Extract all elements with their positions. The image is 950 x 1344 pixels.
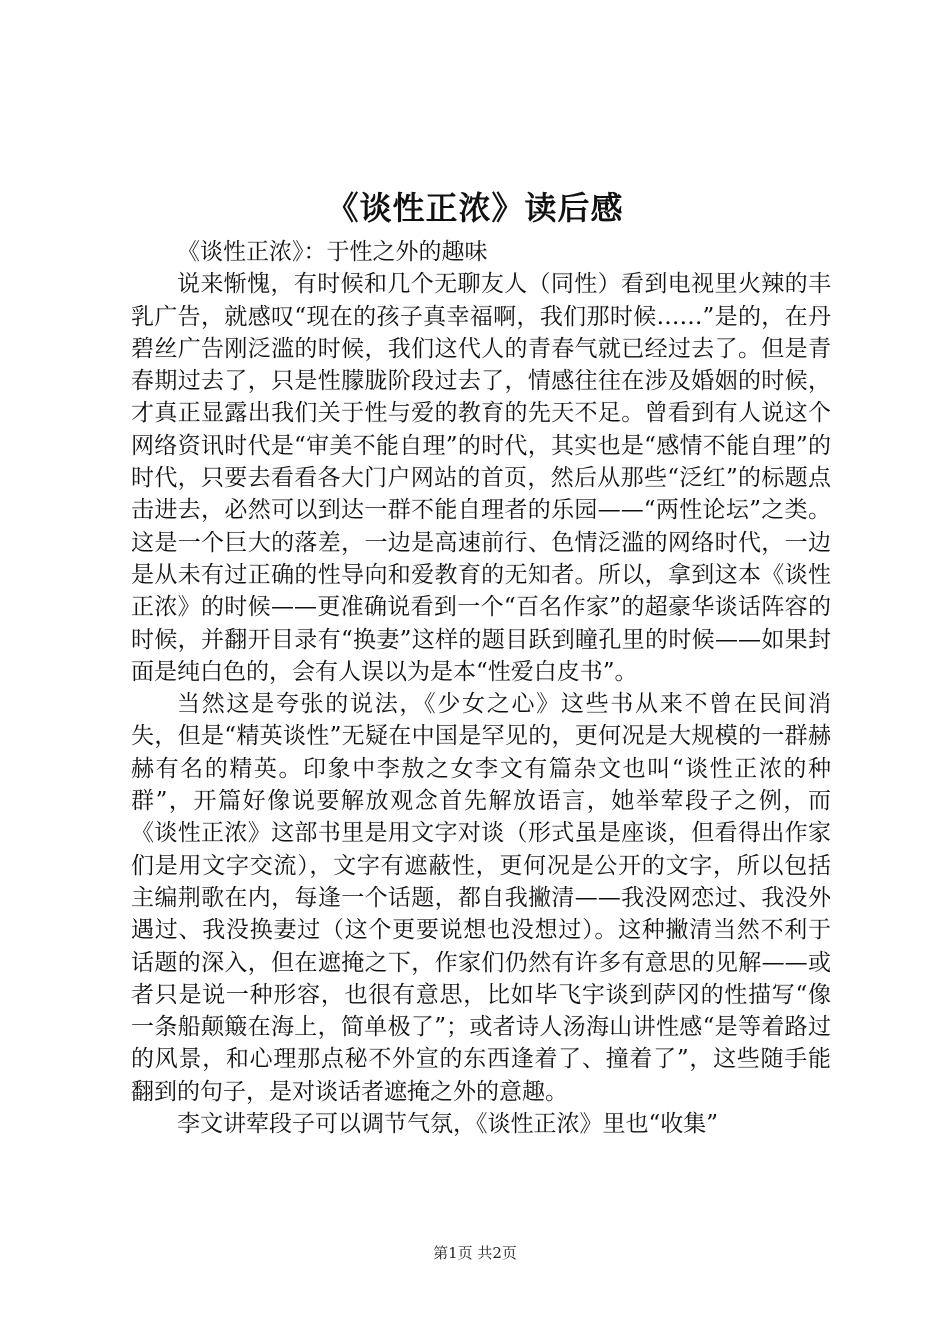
paragraph: 李文讲荤段子可以调节气氛，《谈性正浓》里也“收集”	[177, 1111, 719, 1138]
page-number-footer: 第1页 共2页	[433, 1244, 517, 1262]
document-title: 《谈性正浓》读后感	[326, 189, 624, 227]
paragraph: 当然这是夸张的说法，《少女之心》这些书从来不曾在民间消失，但是“精英谈性”无疑在中国是罕见的，更何况是大规模的一群赫赫有名的精英。印象中李敖之女李文有篇杂文也叫“谈性正浓的种群”，开篇好像说要解放观念首先解放语言，她举荤段子之例，而《谈性正浓》这部书里是用文字对谈（形式虽是座谈，但看得出作家们是用文字交流），文字有遮蔽性，更何况是公开的文字，所以包括主编荆歌在内，每逢一个话题，都自我撇清——我没网恋过、我没外遇过、我没换妻过（这个更要说想也没想过）。这种撇清当然不利于话题的深入，但在遮掩之下，作家们仍然有许多有意思的见解——或者只是说一种形容，也很有意思，比如毕飞宇谈到萨冈的性描写“像一条船颠簸在海上，简单极了”；或者诗人汤海山讲性感“是等着路过的风景，和心理那点秘不外宣的东西逢着了、撞着了”，这些随手能翻到的句子，是对谈话者遮掩之外的意趣。	[131, 691, 831, 1105]
paragraph: 说来惭愧，有时候和几个无聊友人（同性）看到电视里火辣的丰乳广告，就感叹“现在的孩子真幸福啊，我们那时候……”是的，在丹碧丝广告刚泛滥的时候，我们这代人的青春气就已经过去了。但是青春期过去了，只是性朦胧阶段过去了，情感往往在涉及婚姻的时候，才真正显露出我们关于性与爱的教育的先天不足。曾看到有人说这个网络资讯时代是“审美不能自理”的时代，其实也是“感情不能自理”的时代，只要去看看各大门户网站的首页，然后从那些“泛红”的标题点击进去，必然可以到达一群不能自理者的乐园——“两性论坛”之类。这是一个巨大的落差，一边是高速前行、色情泛滥的网络时代，一边是从未有过正确的性导向和爱教育的无知者。所以，拿到这本《谈性正浓》的时候——更准确说看到一个“百名作家”的超豪华谈话阵容的时候，并翻开目录有“换妻”这样的题目跃到瞳孔里的时候——如果封面是纯白色的，会有人误以为是本“性爱白皮书”。	[131, 271, 831, 685]
paragraph-subtitle: 《谈性正浓》：于性之外的趣味	[177, 239, 488, 265]
document-body	[131, 236, 831, 1140]
